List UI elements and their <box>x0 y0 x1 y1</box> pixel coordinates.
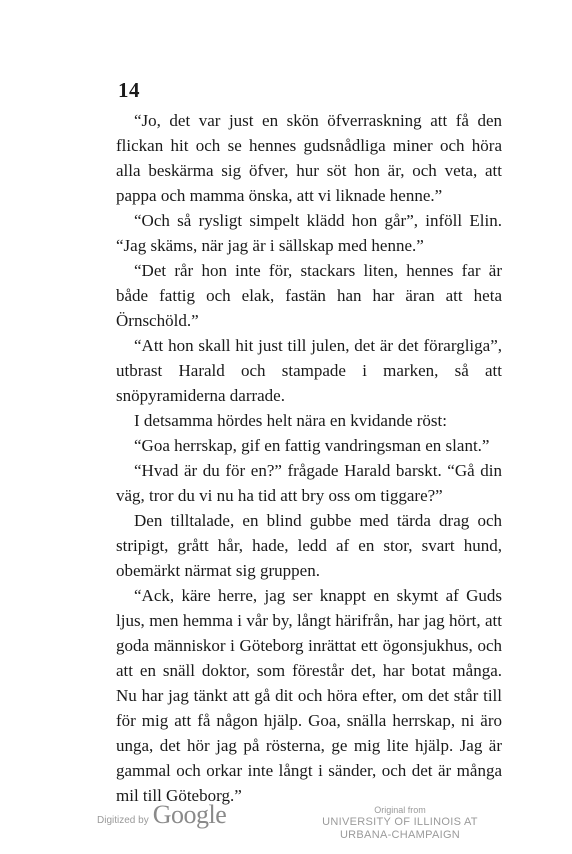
digitized-by-google-watermark <box>97 800 226 830</box>
paragraph: “Ack, käre herre, jag ser knappt en skymt af Guds ljus, men hemma i vår by, långt härifrån, har jag hört, att goda människor i Göteborg inrättat ett ögonsjukhus, och att en snäll doktor, som förestår det, har botat många. Nu har jag tänkt att gå dit och höra efter, om det står till för mig att få någon hjälp. Goa, snälla herrskap, ni äro unga, det hör jag på rösterna, ge mig lite hjälp. Jag är gammal och orkar inte långt i sänder, och det är många mil till Göteborg.” <box>116 586 502 805</box>
paragraph: Den tilltalade, en blind gubbe med tärda drag och stripigt, grått hår, hade, ledd af en stor, svart hund, obemärkt närmat sig gruppen. <box>116 511 502 580</box>
page-number: 14 <box>118 78 140 102</box>
paragraph: “Det rår hon inte för, stackars liten, hennes far är både fattig och elak, fastän han har äran att heta Örnschöld.” <box>116 261 502 330</box>
text-block <box>116 108 502 808</box>
paragraph: “Hvad är du för en?” frågade Harald barskt. “Gå din väg, tror du vi nu ha tid att bry oss om tiggare?” <box>116 461 502 505</box>
paragraph: “Och så rysligt simpelt klädd hon går”, inföll Elin. “Jag skäms, när jag är i sällskap med henne.” <box>116 211 502 255</box>
institution-name-line2: URBANA-CHAMPAIGN <box>339 829 461 841</box>
institution-name-line1: UNIVERSITY OF ILLINOIS AT <box>322 816 478 828</box>
paragraph: “Jo, det var just en skön öfverraskning att få den flickan hit och se hennes gudsnådliga miner och höra alla beskärma sig öfver, hur söt hon är, och veta, att pappa och mamma önska, att vi liknade henne.” <box>116 111 502 205</box>
original-source-watermark <box>310 805 490 842</box>
paragraph: “Goa herrskap, gif en fattig vandringsman en slant.” <box>134 436 490 455</box>
paragraph: “Att hon skall hit just till julen, det är det förargliga”, utbrast Harald och stampade i marken, så att snöpyramiderna darrade. <box>116 336 502 405</box>
original-from-label: Original from <box>374 805 426 815</box>
digitized-label: Digitized by <box>97 815 149 826</box>
paragraph: I detsamma hördes helt nära en kvidande röst: <box>134 411 447 430</box>
google-logo: Google <box>152 800 227 829</box>
